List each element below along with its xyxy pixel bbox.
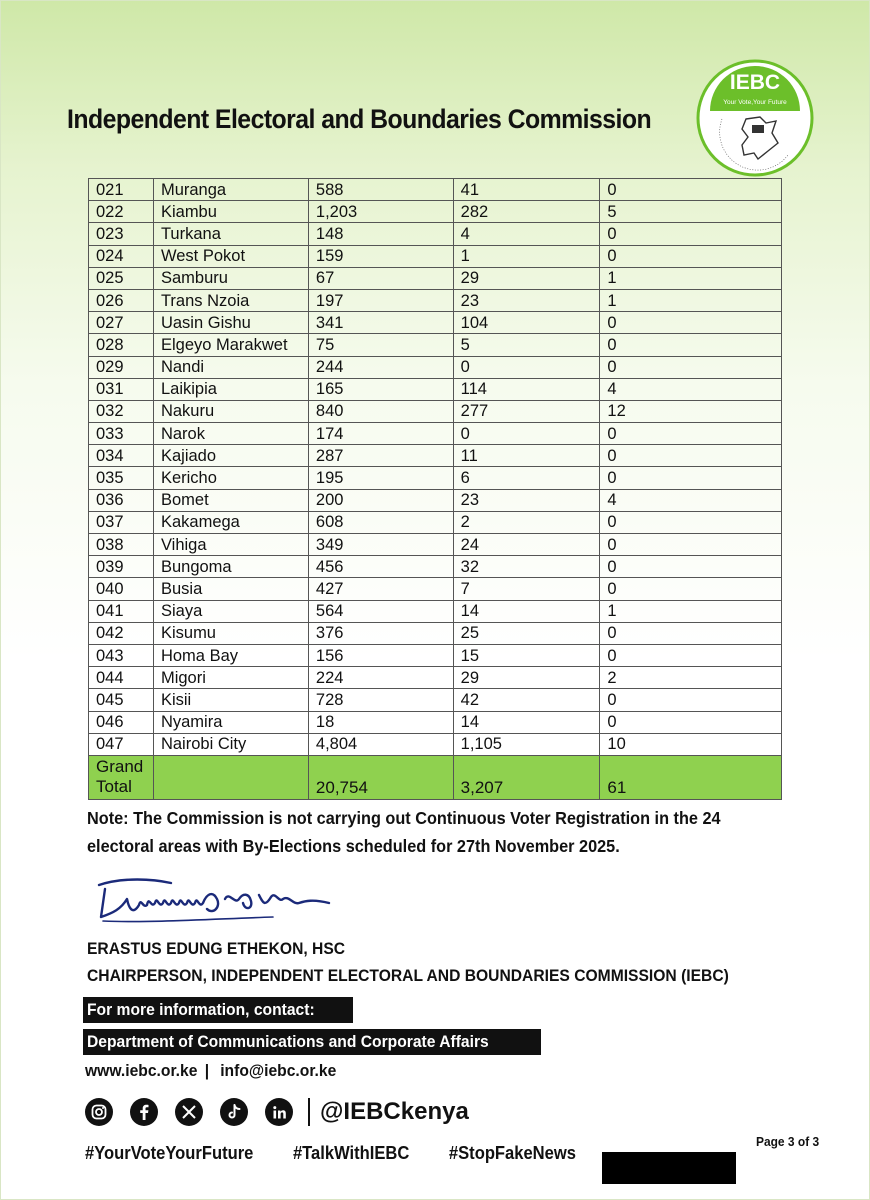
county-name-cell: Nandi — [153, 356, 308, 378]
value-cell: 23 — [453, 489, 600, 511]
county-code-cell: 042 — [89, 622, 154, 644]
table-row — [89, 534, 782, 556]
table-row — [89, 511, 782, 533]
grand-total-label — [89, 755, 154, 799]
county-code-cell: 033 — [89, 423, 154, 445]
county-name-cell: Turkana — [153, 223, 308, 245]
table-row — [89, 267, 782, 289]
grand-total-value: 3,207 — [453, 755, 600, 799]
table-row — [89, 445, 782, 467]
logo-tagline: Your Vote,Your Future — [723, 99, 787, 106]
county-code-cell: 023 — [89, 223, 154, 245]
table-row — [89, 556, 782, 578]
table-row — [89, 644, 782, 666]
value-cell: 244 — [308, 356, 453, 378]
county-name-cell: Kericho — [153, 467, 308, 489]
county-name-cell: Kakamega — [153, 511, 308, 533]
county-code-cell: 041 — [89, 600, 154, 622]
grand-total-value: 61 — [600, 755, 782, 799]
value-cell: 1 — [600, 289, 782, 311]
value-cell: 67 — [308, 267, 453, 289]
table-row — [89, 334, 782, 356]
county-name-cell: Samburu — [153, 267, 308, 289]
value-cell: 11 — [453, 445, 600, 467]
value-cell: 608 — [308, 511, 453, 533]
value-cell: 341 — [308, 312, 453, 334]
value-cell: 114 — [453, 378, 600, 400]
county-code-cell: 027 — [89, 312, 154, 334]
ballot-box-icon — [752, 125, 764, 133]
county-name-cell: Uasin Gishu — [153, 312, 308, 334]
value-cell: 159 — [308, 245, 453, 267]
value-cell: 376 — [308, 622, 453, 644]
county-code-cell: 024 — [89, 245, 154, 267]
value-cell: 0 — [600, 356, 782, 378]
value-cell: 277 — [453, 400, 600, 422]
value-cell: 75 — [308, 334, 453, 356]
value-cell: 0 — [600, 334, 782, 356]
grand-total-row — [89, 755, 782, 799]
contact-links — [85, 1059, 336, 1083]
county-code-cell: 040 — [89, 578, 154, 600]
signer-name: ERASTUS EDUNG ETHEKON, HSC — [87, 939, 346, 958]
value-cell: 1,105 — [453, 733, 600, 755]
social-handle[interactable]: @IEBCkenya — [320, 1098, 469, 1125]
county-name-cell: Kajiado — [153, 445, 308, 467]
hashtag: #StopFakeNews — [448, 1143, 576, 1163]
county-code-cell: 038 — [89, 534, 154, 556]
value-cell: 287 — [308, 445, 453, 467]
grand-total-empty-cell — [153, 755, 308, 799]
table-row — [89, 689, 782, 711]
value-cell: 349 — [308, 534, 453, 556]
county-name-cell: Vihiga — [153, 534, 308, 556]
value-cell: 14 — [453, 711, 600, 733]
county-name-cell: Kiambu — [153, 201, 308, 223]
value-cell: 32 — [453, 556, 600, 578]
value-cell: 195 — [308, 467, 453, 489]
county-code-cell: 044 — [89, 667, 154, 689]
county-name-cell: Nakuru — [153, 400, 308, 422]
table-row — [89, 622, 782, 644]
value-cell: 174 — [308, 423, 453, 445]
social-links — [85, 1095, 469, 1129]
value-cell: 29 — [453, 667, 600, 689]
value-cell: 588 — [308, 179, 453, 201]
value-cell: 2 — [600, 667, 782, 689]
value-cell: 0 — [600, 179, 782, 201]
registration-table — [88, 178, 782, 800]
county-code-cell: 035 — [89, 467, 154, 489]
value-cell: 4 — [600, 378, 782, 400]
value-cell: 104 — [453, 312, 600, 334]
value-cell: 156 — [308, 644, 453, 666]
county-name-cell: Nairobi City — [153, 733, 308, 755]
value-cell: 4 — [600, 489, 782, 511]
county-name-cell: West Pokot — [153, 245, 308, 267]
iebc-logo — [696, 59, 814, 177]
value-cell: 0 — [600, 578, 782, 600]
linkedin-icon[interactable] — [265, 1098, 293, 1126]
county-name-cell: Nyamira — [153, 711, 308, 733]
note-text: Note: The Commission is not carrying out Continuous Voter Registration in the 24 electoral areas with By-Elections scheduled for 27th November 2025. — [87, 808, 721, 856]
value-cell: 15 — [453, 644, 600, 666]
value-cell: 12 — [600, 400, 782, 422]
county-code-cell: 025 — [89, 267, 154, 289]
table-row — [89, 223, 782, 245]
value-cell: 0 — [600, 711, 782, 733]
table-row — [89, 312, 782, 334]
county-code-cell: 034 — [89, 445, 154, 467]
table-row — [89, 489, 782, 511]
value-cell: 0 — [600, 423, 782, 445]
website-link[interactable]: www.iebc.or.ke — [85, 1061, 198, 1080]
table-row — [89, 467, 782, 489]
county-name-cell: Siaya — [153, 600, 308, 622]
value-cell: 456 — [308, 556, 453, 578]
logo-name: IEBC — [729, 71, 781, 94]
county-code-cell: 032 — [89, 400, 154, 422]
grand-total-value: 20,754 — [308, 755, 453, 799]
value-cell: 0 — [600, 223, 782, 245]
value-cell: 0 — [600, 622, 782, 644]
table-row — [89, 356, 782, 378]
county-code-cell: 039 — [89, 556, 154, 578]
value-cell: 6 — [453, 467, 600, 489]
county-name-cell: Elgeyo Marakwet — [153, 334, 308, 356]
value-cell: 427 — [308, 578, 453, 600]
value-cell: 29 — [453, 267, 600, 289]
value-cell: 1 — [600, 267, 782, 289]
grand-total-label-line: Grand — [96, 756, 144, 776]
county-code-cell: 045 — [89, 689, 154, 711]
page-number: Page 3 of 3 — [756, 1134, 820, 1149]
value-cell: 10 — [600, 733, 782, 755]
contact-department: Department of Communications and Corporate Affairs — [83, 1029, 541, 1055]
county-code-cell: 046 — [89, 711, 154, 733]
x-icon[interactable] — [175, 1098, 203, 1126]
value-cell: 197 — [308, 289, 453, 311]
county-name-cell: Kisii — [153, 689, 308, 711]
social-divider — [308, 1098, 310, 1126]
county-name-cell: Bungoma — [153, 556, 308, 578]
facebook-icon[interactable] — [130, 1098, 158, 1126]
value-cell: 728 — [308, 689, 453, 711]
value-cell: 4 — [453, 223, 600, 245]
instagram-icon[interactable] — [85, 1098, 113, 1126]
link-separator: | — [204, 1061, 210, 1080]
value-cell: 42 — [453, 689, 600, 711]
value-cell: 2 — [453, 511, 600, 533]
value-cell: 282 — [453, 201, 600, 223]
chairperson-signature — [93, 869, 353, 931]
value-cell: 23 — [453, 289, 600, 311]
table-row — [89, 179, 782, 201]
value-cell: 7 — [453, 578, 600, 600]
county-name-cell: Trans Nzoia — [153, 289, 308, 311]
value-cell: 5 — [600, 201, 782, 223]
county-code-cell: 028 — [89, 334, 154, 356]
county-code-cell: 026 — [89, 289, 154, 311]
county-name-cell: Kisumu — [153, 622, 308, 644]
value-cell: 24 — [453, 534, 600, 556]
value-cell: 18 — [308, 711, 453, 733]
tiktok-icon[interactable] — [220, 1098, 248, 1126]
county-name-cell: Busia — [153, 578, 308, 600]
value-cell: 1 — [600, 600, 782, 622]
value-cell: 0 — [600, 445, 782, 467]
county-name-cell: Muranga — [153, 179, 308, 201]
value-cell: 25 — [453, 622, 600, 644]
value-cell: 224 — [308, 667, 453, 689]
value-cell: 200 — [308, 489, 453, 511]
redaction-box — [602, 1152, 736, 1184]
table-row — [89, 600, 782, 622]
value-cell: 165 — [308, 378, 453, 400]
hashtag: #TalkWithIEBC — [292, 1143, 410, 1163]
county-code-cell: 031 — [89, 378, 154, 400]
table-row — [89, 400, 782, 422]
value-cell: 0 — [600, 312, 782, 334]
value-cell: 148 — [308, 223, 453, 245]
email-link[interactable]: info@iebc.or.ke — [220, 1061, 337, 1080]
county-code-cell: 029 — [89, 356, 154, 378]
county-name-cell: Laikipia — [153, 378, 308, 400]
value-cell: 0 — [600, 467, 782, 489]
table-row — [89, 289, 782, 311]
table-row — [89, 245, 782, 267]
county-code-cell: 036 — [89, 489, 154, 511]
county-name-cell: Migori — [153, 667, 308, 689]
value-cell: 14 — [453, 600, 600, 622]
table-row — [89, 667, 782, 689]
value-cell: 0 — [453, 423, 600, 445]
value-cell: 840 — [308, 400, 453, 422]
table-row — [89, 578, 782, 600]
value-cell: 4,804 — [308, 733, 453, 755]
value-cell: 0 — [600, 534, 782, 556]
county-code-cell: 043 — [89, 644, 154, 666]
county-code-cell: 037 — [89, 511, 154, 533]
value-cell: 1 — [453, 245, 600, 267]
county-name-cell: Homa Bay — [153, 644, 308, 666]
table-row — [89, 733, 782, 755]
value-cell: 41 — [453, 179, 600, 201]
value-cell: 0 — [600, 689, 782, 711]
page-title: Independent Electoral and Boundaries Commission — [67, 104, 652, 134]
value-cell: 0 — [453, 356, 600, 378]
table-row — [89, 201, 782, 223]
grand-total-label-line: Total — [96, 776, 132, 796]
value-cell: 564 — [308, 600, 453, 622]
table-row — [89, 423, 782, 445]
value-cell: 0 — [600, 245, 782, 267]
county-name-cell: Bomet — [153, 489, 308, 511]
signer-block — [87, 935, 729, 989]
table-row — [89, 711, 782, 733]
hashtag-row — [85, 1143, 611, 1164]
contact-heading: For more information, contact: — [83, 997, 353, 1023]
county-code-cell: 047 — [89, 733, 154, 755]
value-cell: 0 — [600, 556, 782, 578]
county-name-cell: Narok — [153, 423, 308, 445]
county-code-cell: 021 — [89, 179, 154, 201]
value-cell: 1,203 — [308, 201, 453, 223]
value-cell: 5 — [453, 334, 600, 356]
county-code-cell: 022 — [89, 201, 154, 223]
signer-title: CHAIRPERSON, INDEPENDENT ELECTORAL AND BOUNDARIES COMMISSION (IEBC) — [87, 966, 729, 985]
value-cell: 0 — [600, 644, 782, 666]
value-cell: 0 — [600, 511, 782, 533]
hashtag: #YourVoteYourFuture — [85, 1143, 254, 1163]
table-row — [89, 378, 782, 400]
